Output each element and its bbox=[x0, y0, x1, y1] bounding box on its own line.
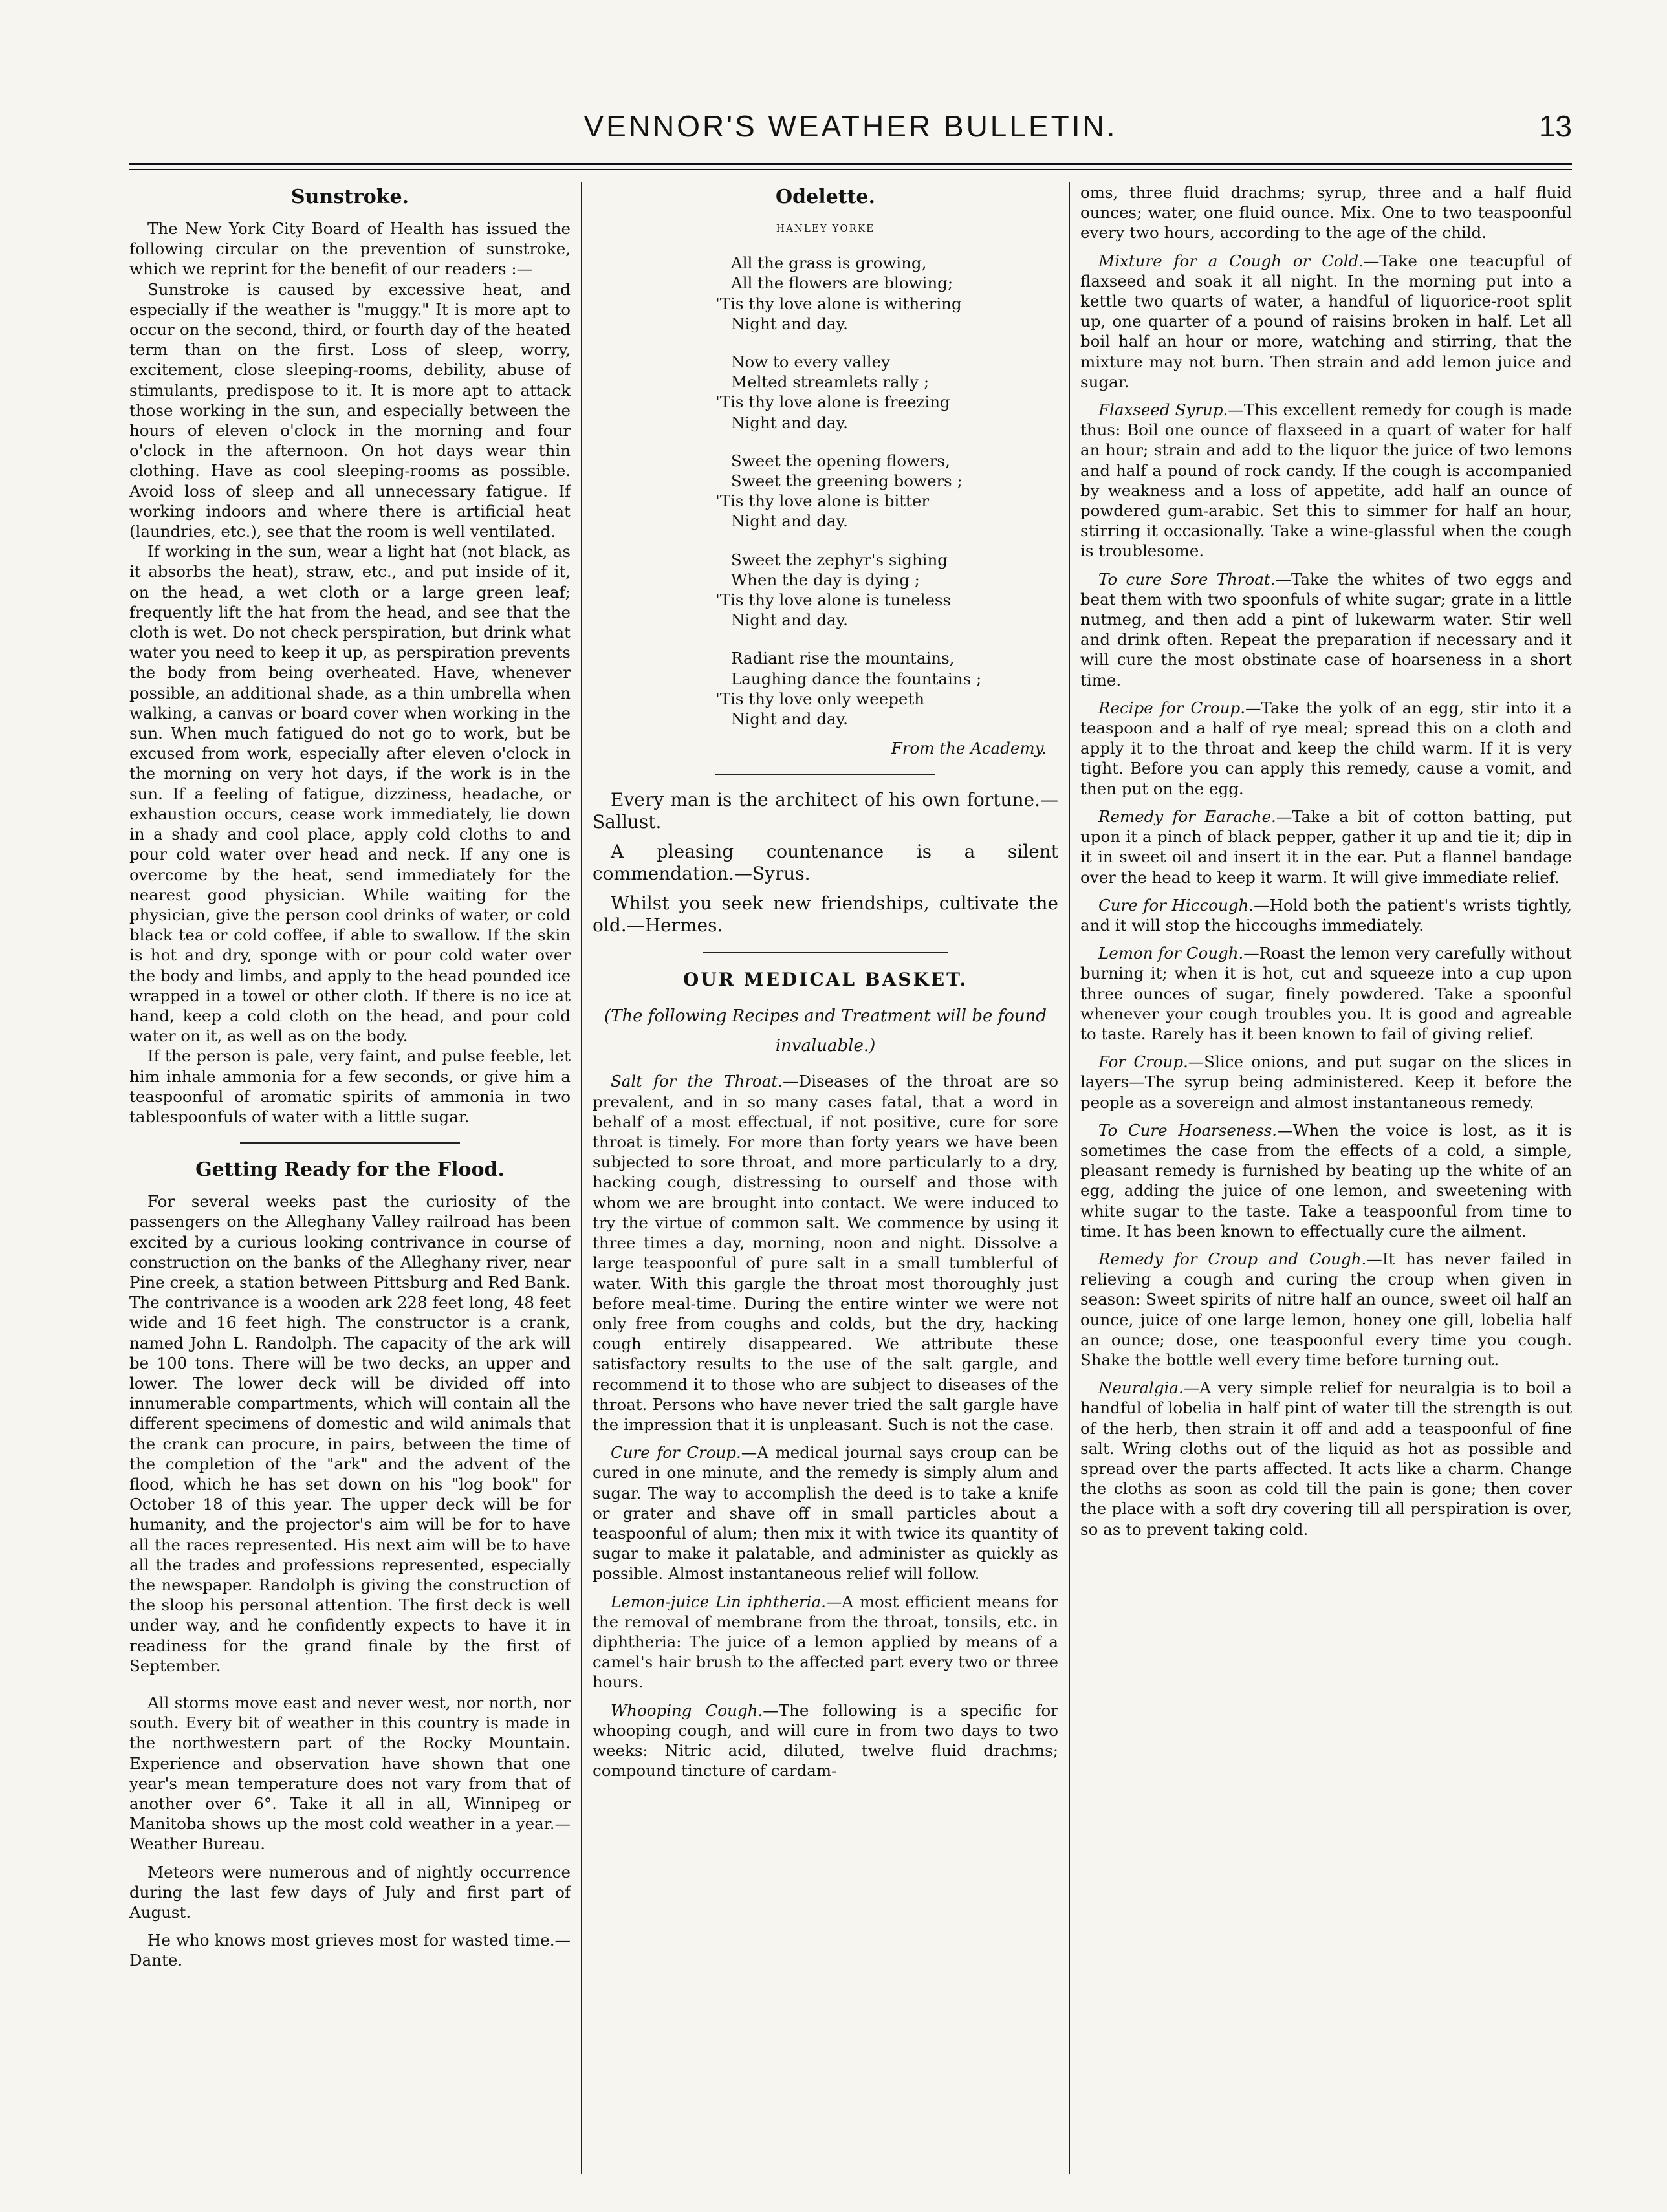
recipe-title: Lemon-juice Lin iphtheria. bbox=[611, 1592, 826, 1611]
paragraph: For several weeks past the curiosity of the passengers on the Alleghany Valley railroad has been excited by a curious looking contrivance in course of construction on the banks of the Alleghany river, near Pine creek, a station between Pittsburg and Red Bank. The contrivance is a wooden ark 228 feet long, 48 feet wide and 16 feet high. The constructor is a crank, named John L. Randolph. The capacity of the ark will be 100 tons. There will be two decks, an upper and lower. The lower deck will be divided off into innumerable compartments, which will contain all the different specimens of domestic and wild animals that the crank can procure, in pairs, between the time of the completion of the "ark" and the advent of the flood, which he has set down on his "log book" for October 18 of this year. The upper deck will be for humanity, and the projector's aim will be for to have all the races represented. His next aim will be to have all the trades and professions represented, especially the newspaper. Randolph is giving the construction of the sloop his personal attention. The first deck is well under way, and he confidently expects to have it in readiness for the grand finale by the first of September. bbox=[129, 1192, 571, 1675]
recipe-text: —Take one teacupful of flaxseed and soak it all night. In the morning put into a kettle two quarts of water, a handful of liquorice-root split up, one quarter of a pound of raisins broken in half. Let all boil half an hour or more, watching and stirring, that the mixture may not burn. Then strain and add lemon juice and sugar. bbox=[1080, 251, 1572, 391]
recipe-title: To cure Sore Throat. bbox=[1098, 569, 1276, 589]
recipe-title: For Croup. bbox=[1098, 1052, 1188, 1072]
poem-line: 'Tis thy love alone is bitter bbox=[715, 492, 930, 511]
recipe-text: —Hold both the patient's wrists tightly, and it will stop the hiccoughs immediately. bbox=[1080, 895, 1572, 935]
quote: Every man is the architect of his own fortune.—Sallust. bbox=[593, 789, 1058, 833]
header-rule-thin bbox=[129, 169, 1572, 170]
poem-line: Sweet the opening flowers, bbox=[731, 451, 950, 470]
recipe-title: Remedy for Earache. bbox=[1098, 807, 1276, 826]
recipe-text: —Roast the lemon very carefully without burning it; when it is hot, cut and squeeze into a cup upon three ounces of sugar, finely powdered. Take a spoonful whenever your cough troubles you. It is good and agreable to taste. Rarely has it been known to fail of giving relief. bbox=[1080, 944, 1572, 1043]
column-3 bbox=[1080, 182, 1572, 2181]
column-divider bbox=[1069, 182, 1070, 2174]
recipe-title: Cure for Hiccough. bbox=[1098, 895, 1254, 915]
section-title-medical: OUR MEDICAL BASKET. bbox=[682, 969, 968, 991]
recipe-title: Neuralgia. bbox=[1098, 1378, 1184, 1398]
recipe bbox=[1080, 1120, 1572, 1241]
page-number: 13 bbox=[1538, 109, 1572, 143]
poem-line: 'Tis thy love only weepeth bbox=[715, 689, 925, 708]
recipe bbox=[1080, 807, 1572, 887]
poem-line: All the flowers are blowing; bbox=[731, 274, 953, 293]
recipe-title: Flaxseed Syrup. bbox=[1098, 400, 1228, 420]
quote: A pleasing countenance is a silent commendation.—Syrus. bbox=[593, 841, 1058, 885]
recipe bbox=[593, 1442, 1058, 1583]
recipe-title: Lemon for Cough. bbox=[1098, 944, 1244, 963]
poem-line: Night and day. bbox=[731, 314, 848, 333]
recipe bbox=[1080, 698, 1572, 799]
poem-line: Melted streamlets rally ; bbox=[731, 373, 930, 392]
recipe-title: Recipe for Croup. bbox=[1098, 698, 1245, 717]
recipe-title: Remedy for Croup and Cough. bbox=[1098, 1249, 1367, 1268]
page-header bbox=[129, 107, 1572, 158]
poem-line: 'Tis thy love alone is withering bbox=[715, 294, 962, 313]
recipe-text: —When the voice is lost, as it is sometimes the case from the effects of a cold, a simple, pleasant remedy is furnished by beating up the white of an egg, adding the juice of one lemon, and sweetening with white sugar to the taste. Take a teaspoonful from time to time. It has been known to effectually cure the ailment. bbox=[1080, 1120, 1572, 1241]
recipe bbox=[1080, 400, 1572, 561]
section-rule bbox=[703, 952, 948, 953]
recipe-title: Mixture for a Cough or Cold. bbox=[1098, 251, 1364, 270]
poem-line: All the grass is growing, bbox=[731, 254, 927, 273]
recipe-text: —Diseases of the throat are so prevalent, and in so many cases fatal, that a word in behalf of a most effectual, if not positive, cure for sore throat is timely. For more than forty years we have been subjected to sore throat, and more particularly to a dry, hacking cough, distressing to ourself and those with whom we are brought into contact. We were induced to try the virtue of common salt. We commence by using it three times a day, morning, noon and night. Dissolve a large teaspoonful of pure salt in a small tumblerful of water. With this gargle the throat most thoroughly just before meal-time. During the entire winter we were not only free from coughs and colds, but the dry, hacking cough entirely disappeared. We attribute these satisfactory results to the use of the salt gargle, and recommend it to those who are subject to diseases of the throat. Persons who have never tried the salt gargle have the impression that it is unpleasant. Such is not the case. bbox=[593, 1072, 1058, 1434]
poem-source: From the Academy. bbox=[891, 739, 1047, 758]
recipe-title: Cure for Croup. bbox=[611, 1443, 741, 1462]
poem-stanza bbox=[715, 253, 1058, 334]
recipe-title: Salt for the Throat. bbox=[611, 1072, 783, 1091]
column-1 bbox=[129, 182, 571, 2181]
recipe bbox=[593, 1592, 1058, 1693]
recipe bbox=[1080, 1052, 1572, 1112]
poem-stanza bbox=[715, 648, 1058, 729]
paragraph: oms, three fluid drachms; syrup, three and a half fluid ounces; water, one fluid ounce. Mix. One to two teaspoonful every two hours, according to the age of the child. bbox=[1080, 183, 1572, 243]
recipe-text: —A most efficient means for the removal of membrane from the throat, tonsils, etc. in diphtheria: The juice of a lemon applied by means of a camel's hair brush to the affected part every two or three hours. bbox=[593, 1592, 1058, 1692]
recipe bbox=[1080, 943, 1572, 1044]
column-divider bbox=[581, 182, 582, 2174]
recipe-text: —It has never failed in relieving a cough and curing the croup when given in season: Sweet spirits of nitre half an ounce, sweet oil half an ounce, juice of one large lemon, honey one gill, lobelia half an ounce; dose, one teaspoonful every time you cough. Shake the bottle well every time before turning out. bbox=[1080, 1249, 1572, 1369]
poem-line: Laughing dance the fountains ; bbox=[731, 669, 982, 688]
recipe bbox=[1080, 895, 1572, 935]
recipe bbox=[1080, 569, 1572, 690]
paragraph: Sunstroke is caused by excessive heat, and especially if the weather is "muggy." It is more apt to occur on the second, third, or fourth day of the heated term than on the first. Loss of sleep, worry, excitement, close sleeping-rooms, debility, abuse of stimulants, predispose to it. It is more apt to attack those working in the sun, and especially between the hours of eleven o'clock in the morning and four o'clock in the afternoon. On hot days wear thin clothing. Have as cool sleeping-rooms as possible. Avoid loss of sleep and all unnecessary fatigue. If working indoors and where there is artificial heat (laundries, etc.), see that the room is well ventilated. bbox=[129, 279, 571, 541]
poem-stanza bbox=[715, 550, 1058, 631]
poem-line: 'Tis thy love alone is freezing bbox=[715, 393, 950, 412]
page-title: VENNOR'S WEATHER BULLETIN. bbox=[583, 109, 1118, 143]
paragraph: If working in the sun, wear a light hat (not black, as it absorbs the heat), straw, etc., and put inside of it, on the head, a wet cloth or a large green leaf; frequently lift the hat from the head, and see that the cloth is wet. Do not check perspiration, but drink what water you need to keep it up, as perspiration prevents the body from being overheated. Have, whenever possible, an additional shade, as a thin umbrella when walking, a canvas or board cover when working in the sun. When much fatigued do not go to work, but be excused from work, especially after eleven o'clock in the morning on very hot days, if the work is in the sun. If a feeling of fatigue, dizziness, headache, or exhaustion occurs, cease work immediately, lie down in a shady and cool place, apply cold cloths to and pour cold water over head and neck. If any one is overcome by the heat, send immediately for the nearest good physician. While waiting for the physician, give the person cool drinks of water, or cold black tea or cold coffee, if able to swallow. If the skin is hot and dry, sponge with or pour cold water over the body and limbs, and apply to the head pounded ice wrapped in a towel or other cloth. If there is no ice at hand, keep a cold cloth on the head, and pour cold water on it, as well as on the body. bbox=[129, 542, 571, 1046]
paragraph: The New York City Board of Health has issued the following circular on the prevention of sunstroke, which we reprint for the benefit of our readers :— bbox=[129, 219, 571, 279]
poem-line: 'Tis thy love alone is tuneless bbox=[715, 591, 952, 610]
article-title-sunstroke: Sunstroke. bbox=[290, 186, 409, 208]
recipe-text: —Take the whites of two eggs and beat them with two spoonfuls of white sugar; grate in a little nutmeg, and then add a pint of lukewarm water. Stir well and drink often. Repeat the preparation if necessary and it will cure the most obstinate case of hoarseness in a short time. bbox=[1080, 569, 1572, 689]
column-2 bbox=[593, 182, 1058, 2181]
poem-line: Radiant rise the mountains, bbox=[731, 649, 955, 668]
article-title-flood: Getting Ready for the Flood. bbox=[195, 1158, 505, 1182]
recipe-title: To Cure Hoarseness. bbox=[1098, 1120, 1278, 1140]
poem-line: Night and day. bbox=[731, 413, 848, 432]
recipe-text: —Slice onions, and put sugar on the slices in layers—The syrup being administered. Keep it before the people as a sovereign and almost instantaneous remedy. bbox=[1080, 1052, 1572, 1112]
paragraph: All storms move east and never west, nor north, nor south. Every bit of weather in this country is made in the northwestern part of the Rocky Mountain. Experience and observation have shown that one year's mean temperature does not vary from that of another over 6°. Take it all in all, Winnipeg or Manitoba shows up the most cold weather in a year.—Weather Bureau. bbox=[129, 1693, 571, 1854]
recipe-text: —A medical journal says croup can be cured in one minute, and the remedy is simply alum and sugar. The way to accomplish the deed is to take a knife or grater and shave off in small particles about a teaspoonful of alum; then mix it with twice its quantity of sugar to make it palatable, and administer as quickly as possible. Almost instantaneous relief will follow. bbox=[593, 1443, 1058, 1583]
poem-stanza bbox=[715, 451, 1058, 532]
recipe-text: —Take a bit of cotton batting, put upon it a pinch of black pepper, gather it up and tie it; dip in it in sweet oil and insert it in the ear. Put a flannel bandage over the head to keep it warm. It will give immediate relief. bbox=[1080, 807, 1572, 887]
recipe-text: —A very simple relief for neuralgia is to boil a handful of lobelia in half pint of water till the strength is out of the herb, then strain it off and add a teaspoonful of fine salt. Wring cloths out of the liquid as hot as possible and spread over the parts affected. It acts like a charm. Change the cloths as soon as cold till the pain is gone; then cover the place with a soft dry covering till all perspiration is over, so as to prevent taking cold. bbox=[1080, 1378, 1572, 1539]
poem bbox=[715, 253, 1058, 758]
poem-line: Sweet the greening bowers ; bbox=[731, 472, 963, 491]
poem-title: Odelette. bbox=[776, 186, 875, 208]
poem-line: Night and day. bbox=[731, 512, 848, 531]
paragraph: If the person is pale, very faint, and pulse feeble, let him inhale ammonia for a few seconds, or give him a teaspoonful of aromatic spirits of ammonia in two tablespoonfuls of water with a little sugar. bbox=[129, 1046, 571, 1126]
recipe bbox=[1080, 251, 1572, 392]
poem-stanza bbox=[715, 352, 1058, 433]
poem-line: Now to every valley bbox=[731, 352, 890, 372]
recipe-text: —This excellent remedy for cough is made thus: Boil one ounce of flaxseed in a quart of water for half an hour; strain and add to the liquor the juice of two lemons and half a pound of rock candy. If the cough is accompanied by weakness and a loss of appetite, add half an ounce of powdered gum-arabic. Set this to simmer for half an hour, stirring it occasionally. Take a wine-glassful when the cough is troublesome. bbox=[1080, 400, 1572, 561]
section-rule bbox=[240, 1142, 460, 1144]
paragraph: He who knows most grieves most for wasted time.—Dante. bbox=[129, 1931, 571, 1970]
quote: Whilst you seek new friendships, cultivate the old.—Hermes. bbox=[593, 893, 1058, 937]
paragraph: Meteors were numerous and of nightly occurrence during the last few days of July and first part of August. bbox=[129, 1862, 571, 1922]
section-intro: (The following Recipes and Treatment will be found invaluable.) bbox=[604, 1006, 1047, 1056]
recipe-text: —Take the yolk of an egg, stir into it a teaspoon and a half of rye meal; spread this on a cloth and apply it to the throat and keep the child warm. If it is very tight. Before you can apply this remedy, cause a vomit, and then put on the egg. bbox=[1080, 698, 1572, 798]
recipe-title: Whooping Cough. bbox=[611, 1700, 763, 1720]
recipe-text: —The following is a specific for whooping cough, and will cure in from two days to two weeks: Nitric acid, diluted, twelve fluid drachms; compound tincture of cardam- bbox=[593, 1700, 1058, 1781]
poem-author: HANLEY YORKE bbox=[776, 222, 875, 234]
section-rule bbox=[715, 774, 935, 775]
recipe bbox=[1080, 1378, 1572, 1539]
poem-line: Night and day. bbox=[731, 611, 848, 630]
recipe bbox=[593, 1071, 1058, 1435]
poem-line: Night and day. bbox=[731, 710, 848, 729]
poem-line: Sweet the zephyr's sighing bbox=[731, 550, 948, 569]
recipe bbox=[1080, 1249, 1572, 1370]
poem-line: When the day is dying ; bbox=[731, 570, 920, 589]
recipe bbox=[593, 1700, 1058, 1781]
header-rule-thick bbox=[129, 163, 1572, 165]
